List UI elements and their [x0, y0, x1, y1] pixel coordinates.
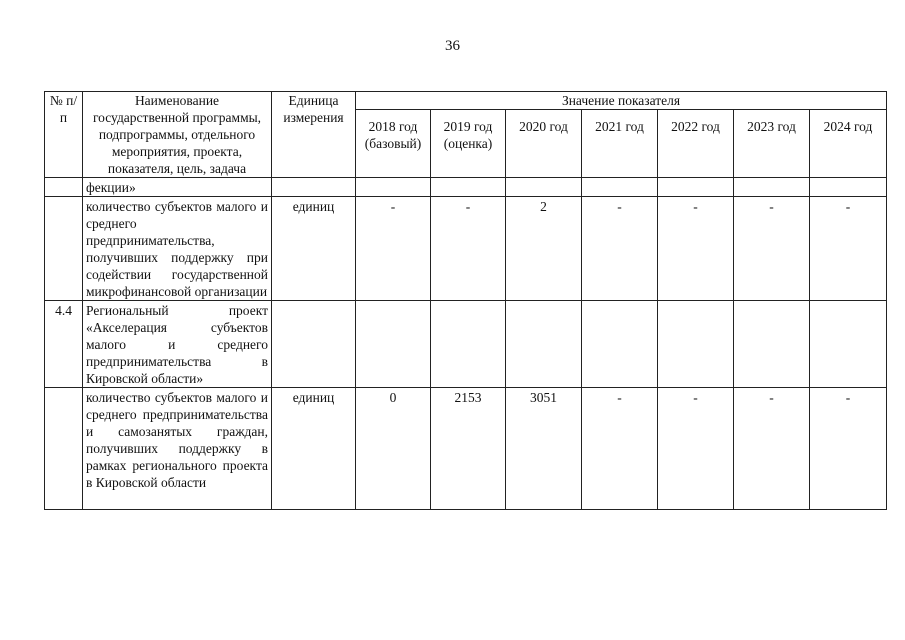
- row-name: количество субъектов малого и среднего предпринимательства и самозанятых граждан, получивших поддержку в рамках регионального проекта в Кировской области: [83, 388, 272, 510]
- row-value-2024: -: [810, 197, 887, 301]
- row-num: [45, 388, 83, 510]
- row-value-2020: [506, 301, 582, 388]
- header-row: [45, 92, 887, 110]
- table-header: [45, 92, 887, 178]
- row-value-2019: -: [431, 197, 506, 301]
- row-unit: единиц: [272, 388, 356, 510]
- row-value-2020: 3051: [506, 388, 582, 510]
- row-value-2021: -: [582, 197, 658, 301]
- row-value-2020: 2: [506, 197, 582, 301]
- header-year-2022: 2022 год: [658, 110, 734, 178]
- page-number: 36: [445, 38, 460, 54]
- row-value-2019: [431, 178, 506, 197]
- row-value-2024: [810, 301, 887, 388]
- row-value-2022: [658, 178, 734, 197]
- header-year-2020: 2020 год: [506, 110, 582, 178]
- row-value-2018: [356, 178, 431, 197]
- row-unit: [272, 301, 356, 388]
- table-row: [45, 197, 887, 301]
- row-name: количество субъектов малого и среднего предпринимательства, получивших поддержку при содействии государственной микрофинансовой организации: [83, 197, 272, 301]
- row-value-2021: [582, 301, 658, 388]
- row-value-2023: [734, 301, 810, 388]
- table-body: [45, 178, 887, 510]
- row-value-2023: [734, 178, 810, 197]
- row-num: 4.4: [45, 301, 83, 388]
- row-unit: [272, 178, 356, 197]
- header-year-2018: 2018 год (базовый): [356, 110, 431, 178]
- row-name: Региональный проект «Акселерация субъектов малого и среднего предпринимательства в Кировской области»: [83, 301, 272, 388]
- header-year-2023: 2023 год: [734, 110, 810, 178]
- row-value-2024: -: [810, 388, 887, 510]
- table-row: [45, 388, 887, 510]
- row-name: фекции»: [83, 178, 272, 197]
- row-value-2022: -: [658, 388, 734, 510]
- row-value-2024: [810, 178, 887, 197]
- header-year-2024: 2024 год: [810, 110, 887, 178]
- row-num: [45, 178, 83, 197]
- row-value-2022: [658, 301, 734, 388]
- row-value-2020: [506, 178, 582, 197]
- row-value-2019: 2153: [431, 388, 506, 510]
- row-value-2021: [582, 178, 658, 197]
- row-value-2022: -: [658, 197, 734, 301]
- row-value-2023: -: [734, 197, 810, 301]
- row-value-2019: [431, 301, 506, 388]
- indicators-table: [44, 91, 887, 510]
- row-value-2021: -: [582, 388, 658, 510]
- header-unit: Единица измерения: [272, 92, 356, 178]
- header-year-2019: 2019 год (оценка): [431, 110, 506, 178]
- row-unit: единиц: [272, 197, 356, 301]
- table-row: [45, 301, 887, 388]
- row-value-2018: 0: [356, 388, 431, 510]
- header-value-group: Значение показателя: [356, 92, 887, 110]
- table-row: [45, 178, 887, 197]
- row-num: [45, 197, 83, 301]
- header-year-2021: 2021 год: [582, 110, 658, 178]
- row-value-2018: -: [356, 197, 431, 301]
- row-value-2023: -: [734, 388, 810, 510]
- header-num: № п/п: [45, 92, 83, 178]
- header-name: Наименование государственной программы, подпрограммы, отдельного мероприятия, проекта, показателя, цель, задача: [83, 92, 272, 178]
- row-value-2018: [356, 301, 431, 388]
